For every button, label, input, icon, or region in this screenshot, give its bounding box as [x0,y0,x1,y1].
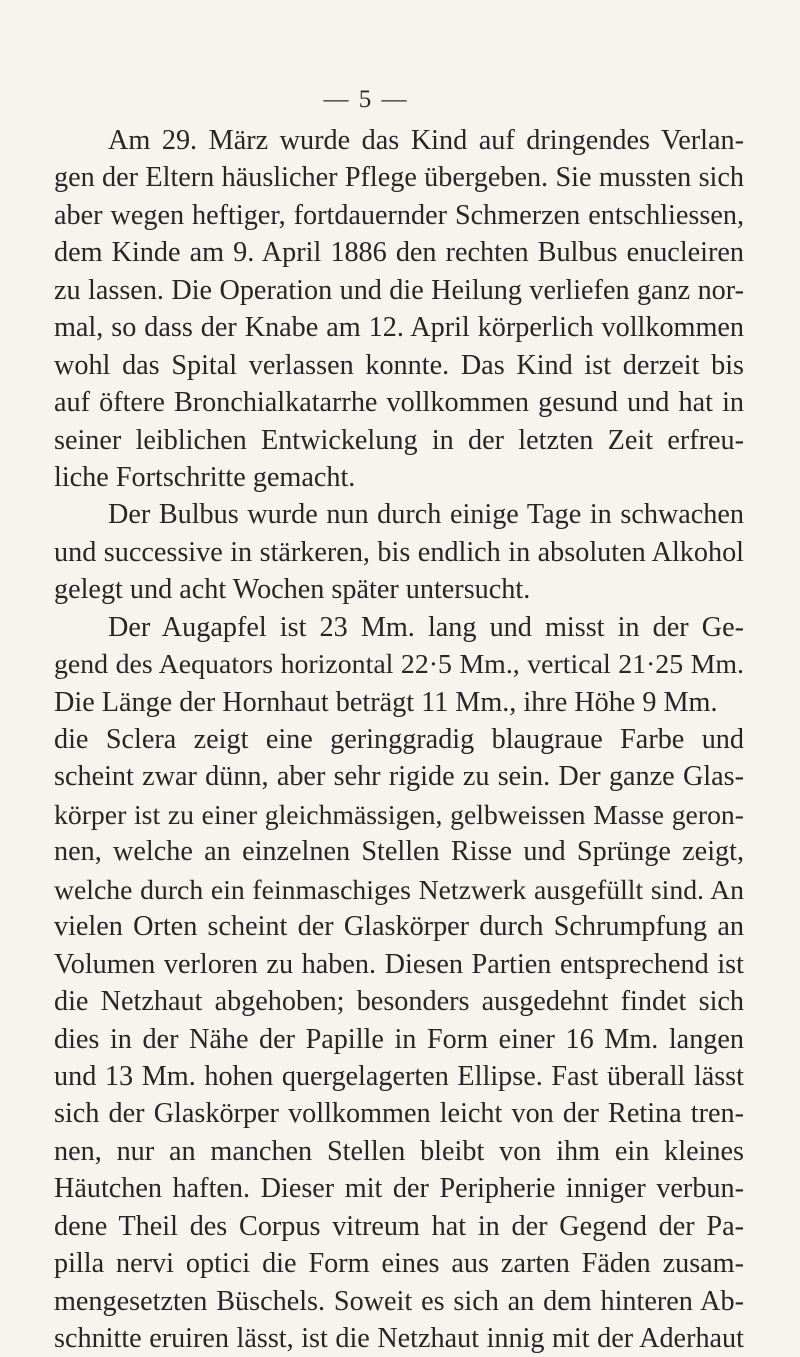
text-line: seiner leiblichen Entwickelung in der letzten Zeit erfreu- [54,424,744,456]
text-line: Am 29. März wurde das Kind auf dringendes Verlan- [108,125,744,156]
text-line: aber wegen heftiger, fortdauernder Schmerzen entschliessen, [54,199,744,231]
text-line: welche durch ein feinmaschiges Netzwerk ausgefüllt sind. An [54,873,744,905]
text-line: liche Fortschritte gemacht. [54,461,356,493]
text-line: die Netzhaut abgehoben; besonders ausgedehnt findet sich [54,986,744,1018]
text-line: dem Kinde am 9. April 1886 den rechten Bulbus enucleiren [54,237,744,269]
text-line: Volumen verloren zu haben. Diesen Partien entsprechend ist [54,948,744,980]
text-line: nen, nur an manchen Stellen bleibt von ihm ein kleines [54,1135,744,1167]
body-text [54,122,744,1357]
text-line: gen der Eltern häuslicher Pflege übergeben. Sie mussten sich [54,162,744,194]
text-line: und successive in stärkeren, bis endlich in absoluten Alkohol [54,536,744,568]
text-line: zu lassen. Die Operation und die Heilung verliefen ganz nor- [54,274,744,306]
text-line: vielen Orten scheint der Glaskörper durch Schrumpfung an [54,911,744,943]
text-line: auf öftere Bronchialkatarrhe vollkommen gesund und hat in [54,387,744,419]
text-line: Der Bulbus wurde nun durch einige Tage in schwachen [108,499,744,531]
text-line: Die Länge der Hornhaut beträgt 11 Mm., ihre Höhe 9 Mm. [54,686,718,718]
text-line: nen, welche an einzelnen Stellen Risse und Sprünge zeigt, [54,836,744,868]
text-line: dies in der Nähe der Papille in Form einer 16 Mm. langen [54,1023,744,1055]
text-line: pilla nervi optici die Form eines aus zarten Fäden zusam- [54,1248,744,1280]
text-line: mal, so dass der Knabe am 12. April körperlich vollkommen [54,312,744,344]
text-line: mengesetzten Büschels. Soweit es sich an dem hinteren Ab- [54,1285,744,1317]
text-line: Häutchen haften. Dieser mit der Peripherie inniger verbun- [54,1173,744,1205]
text-line: Der Augapfel ist 23 Mm. lang und misst in der Ge- [108,611,744,643]
text-line: sich der Glaskörper vollkommen leicht von der Retina tren- [54,1098,744,1130]
text-line: gend des Aequators horizontal 22·5 Mm., vertical 21·25 Mm. [54,649,744,681]
text-line: und 13 Mm. hohen quergelagerten Ellipse. Fast überall lässt [54,1060,744,1092]
text-line: wohl das Spital verlassen konnte. Das Kind ist derzeit bis [54,349,744,381]
text-line: gelegt und acht Wochen später untersucht. [54,574,531,606]
text-line: die Sclera zeigt eine geringgradig blaugraue Farbe und [54,724,744,755]
text-line: scheint zwar dünn, aber sehr rigide zu sein. Der ganze Glas- [54,761,744,793]
text-line: dene Theil des Corpus vitreum hat in der Gegend der Pa- [54,1210,744,1242]
text-line: schnitte eruiren lässt, ist die Netzhaut innig mit der Aderhaut [54,1323,744,1354]
text-line: körper ist zu einer gleichmässigen, gelbweissen Masse geron- [54,798,744,830]
page-number: — 5 — [323,86,409,113]
